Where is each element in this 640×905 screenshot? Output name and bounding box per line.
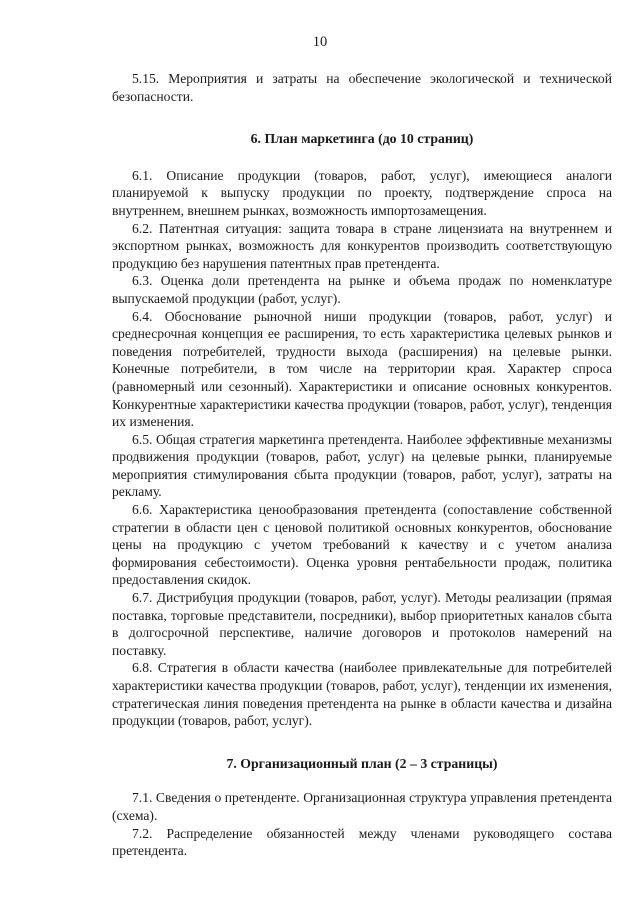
- paragraph-6-3: 6.3. Оценка доли претендента на рынке и объема продаж по номенклатуре выпускаемой продукции (работ, услуг).: [112, 273, 612, 306]
- paragraph-7-1: 7.1. Сведения о претенденте. Организационная структура управления претендента (схема).: [112, 790, 612, 823]
- paragraph-6-4: 6.4. Обоснование рыночной ниши продукции (товаров, работ, услуг) и среднесрочная концепция ее расширения, то есть характеристика целевых рынков и поведения потребителей, трудности выхода (расширения) на целевые рынки. Конечные потребители, в том числе на территории края. Характер спроса (равномерный или сезонный). Характеристики и описание основных конкурентов. Конкурентные характеристики качества продукции (товаров, работ, услуг), тенденция их изменения.: [112, 308, 612, 430]
- paragraph-6-7: 6.7. Дистрибуция продукции (товаров, работ, услуг). Методы реализации (прямая поставка, торговые представители, посредники), выбор приоритетных каналов сбыта в долгосрочной перспективе, наличие договоров и протоколов намерений на поставку.: [112, 590, 612, 658]
- document-body: [112, 70, 612, 860]
- paragraph-6-8: 6.8. Стратегия в области качества (наиболее привлекательные для потребителей характеристики качества продукции (товаров, работ, услуг), тенденции их изменения, стратегическая линия поведения претендента на рынке в области качества и дизайна продукции (товаров, работ, услуг).: [112, 660, 612, 729]
- section-heading-marketing-plan: 6. План маркетинга (до 10 страниц): [250, 131, 474, 147]
- paragraph-6-2: 6.2. Патентная ситуация: защита товара в стране лицензиата на внутреннем и экспортном рынках, возможность для конкурентов производить соответствующую продукцию без нарушения патентных прав претендента.: [112, 220, 612, 271]
- paragraph-5-15: 5.15. Мероприятия и затраты на обеспечение экологической и технической безопасности.: [112, 71, 612, 104]
- section-heading-organizational-plan: 7. Организационный план (2 – 3 страницы): [226, 755, 498, 771]
- paragraph-6-1: 6.1. Описание продукции (товаров, работ, услуг), имеющиеся аналоги планируемой к выпуску продукции по проекту, подтверждение спроса на внутреннем, внешнем рынках, возможность импортозамещения.: [112, 167, 612, 218]
- page-number: 10: [312, 34, 328, 50]
- paragraph-6-5: 6.5. Общая стратегия маркетинга претендента. Наиболее эффективные механизмы продвижения продукции (товаров, работ, услуг) на целевые рынки, планируемые мероприятия стимулирования сбыта продукции (товаров, работ, услуг), затраты на рекламу.: [112, 431, 612, 500]
- paragraph-7-2: 7.2. Распределение обязанностей между членами руководящего состава претендента.: [112, 825, 612, 859]
- paragraph-6-6: 6.6. Характеристика ценообразования претендента (сопоставление собственной стратегии в области цен с ценовой политикой основных конкурентов, обоснование цены на продукцию с учетом требований к качеству и с учетом анализа формирования себестоимости). Оценка уровня рентабельности продаж, политика предоставления скидок.: [112, 502, 612, 588]
